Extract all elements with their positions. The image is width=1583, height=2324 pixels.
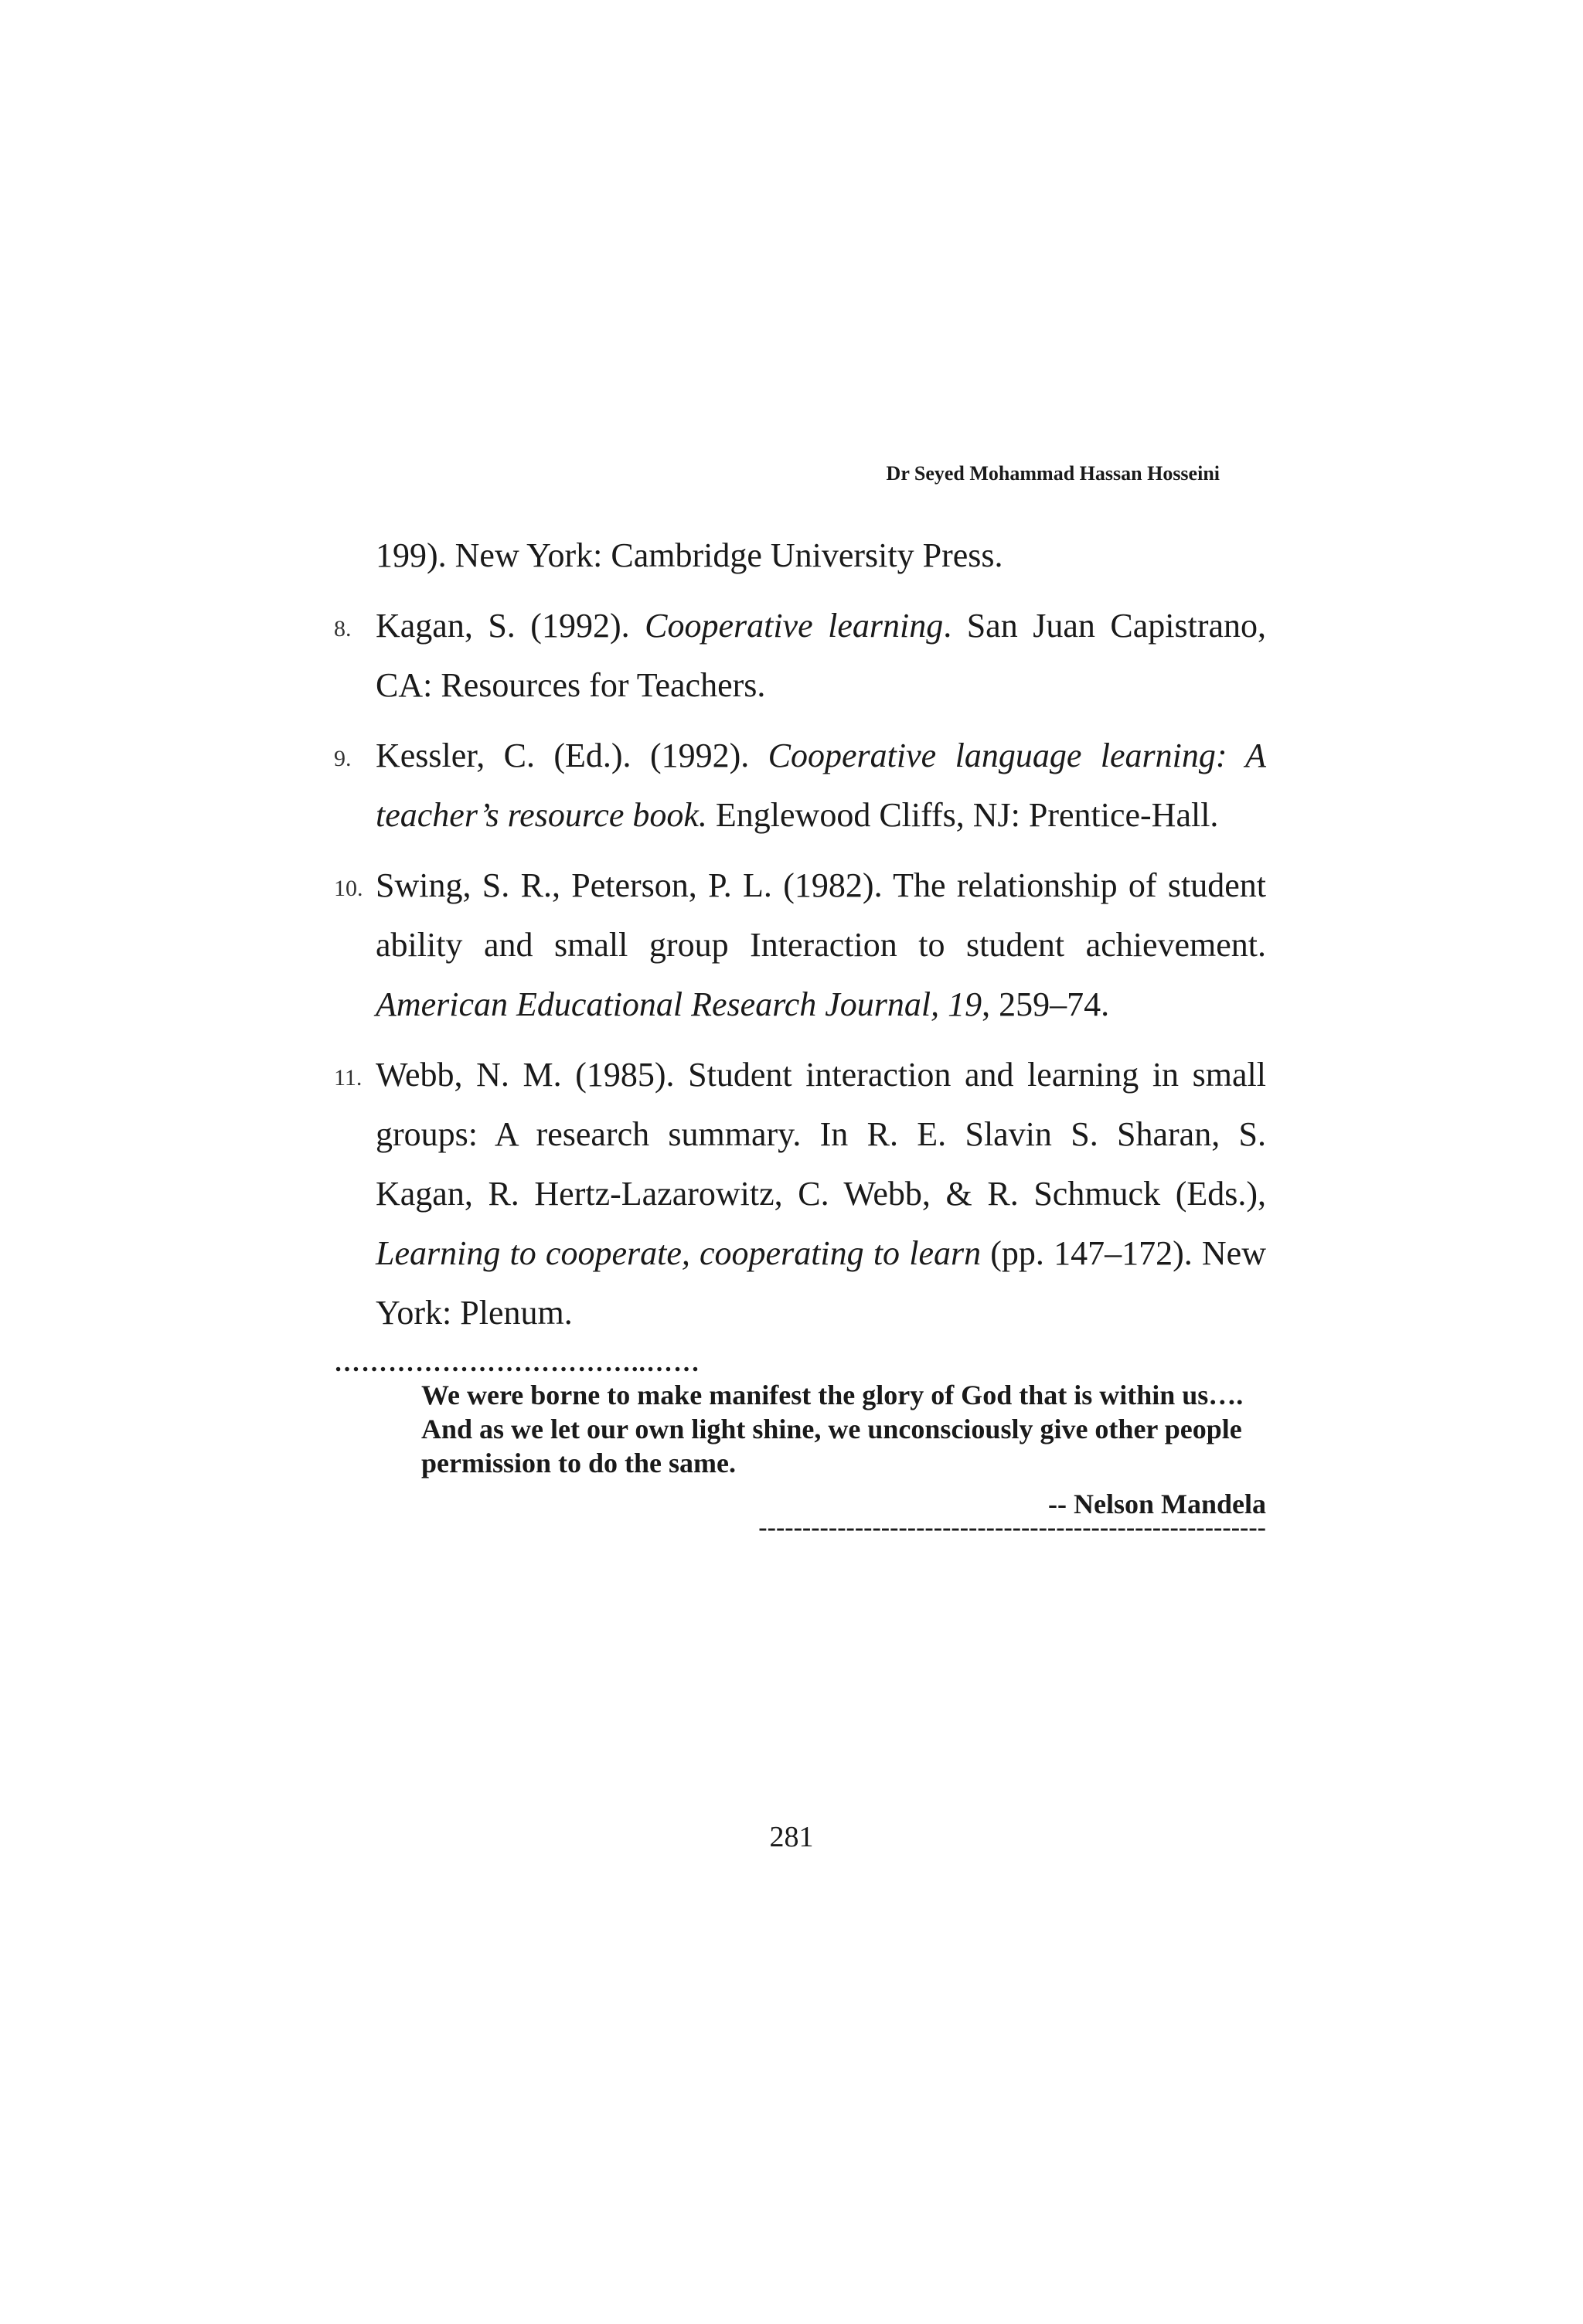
- reference-item: [334, 726, 1266, 845]
- reference-item: [334, 1045, 1266, 1342]
- reference-number: 9.: [334, 746, 352, 771]
- reference-text: [376, 607, 1266, 704]
- reference-text: [376, 1056, 1266, 1332]
- epigraph-quote: We were borne to make manifest the glory of God that is within us…. And as we let our own light shine, we unconsciously give other people permission to do the same.: [421, 1380, 1244, 1478]
- reference-segment: (pp. 147–172). New York: Plenum.: [376, 1234, 1266, 1332]
- reference-number: 10.: [334, 876, 363, 901]
- reference-title-italic: American Educational Research Journal, 19: [376, 985, 982, 1023]
- reference-title-italic: Cooperative language learning: A teacher’s resource book.: [376, 737, 1266, 834]
- quote-author: -- Nelson Mandela: [1048, 1489, 1266, 1519]
- reference-number: 11.: [334, 1065, 363, 1091]
- reference-item: [334, 596, 1266, 715]
- reference-text: [376, 866, 1266, 1023]
- dotted-separator: ……………………………..……: [334, 1349, 700, 1377]
- reference-title-italic: Learning to cooperate, cooperating to learn: [376, 1234, 982, 1272]
- reference-segment: Swing, S. R., Peterson, P. L. (1982). The relationship of student ability and small group Interaction to student achievement.: [376, 866, 1266, 964]
- reference-item: [334, 526, 1266, 585]
- reference-segment: , 259–74.: [982, 985, 1110, 1023]
- reference-segment: . San Juan Capistrano, CA: Resources for Teachers.: [376, 607, 1266, 704]
- dashed-rule: ----------------------------------------------------------: [758, 1513, 1266, 1542]
- running-head: Dr Seyed Mohammad Hassan Hosseini: [886, 462, 1220, 485]
- reference-number: 8.: [334, 616, 352, 641]
- reference-segment: Kagan, S. (1992).: [376, 607, 645, 645]
- reference-segment: Webb, N. M. (1985). Student interaction and learning in small groups: A research summary. In R. E. Slavin S. Sharan, S. Kagan, R. Hertz-Lazarowitz, C. Webb, & R. Schmuck (Eds.),: [376, 1056, 1266, 1213]
- reference-item: [334, 856, 1266, 1034]
- reference-title-italic: Cooperative learning: [645, 607, 944, 645]
- page-number: 281: [769, 1821, 814, 1853]
- reference-list: [334, 526, 1266, 1353]
- reference-segment: Kessler, C. (Ed.). (1992).: [376, 737, 768, 774]
- reference-segment: 199). New York: Cambridge University Press.: [376, 536, 1003, 574]
- reference-text: [376, 737, 1266, 834]
- reference-text: [376, 536, 1003, 574]
- reference-segment: Englewood Cliffs, NJ: Prentice-Hall.: [706, 796, 1219, 834]
